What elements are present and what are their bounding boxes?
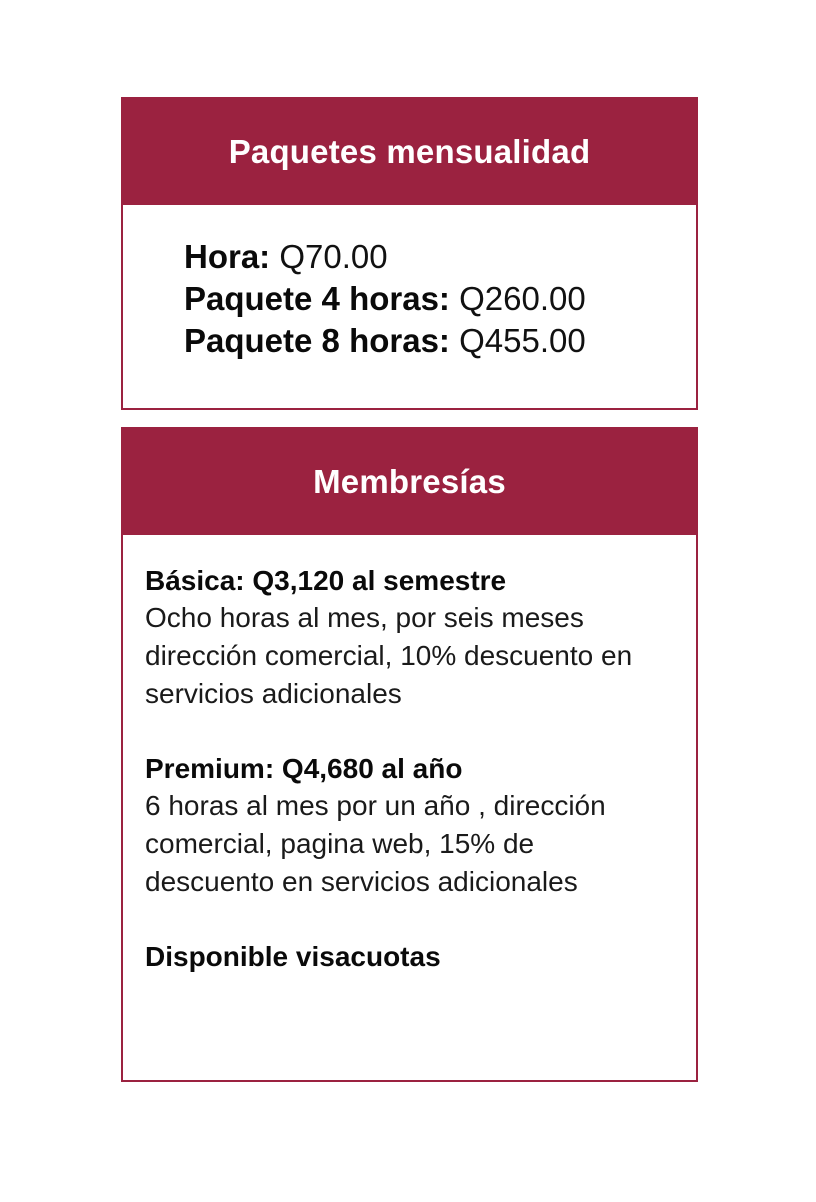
packages-card [121,97,698,410]
price-label: Hora: [184,238,271,275]
price-value: Q70.00 [279,238,388,275]
price-label: Paquete 4 horas: [184,280,450,317]
memberships-card [121,427,698,1082]
plan-description: Ocho horas al mes, por seis meses dirección comercial, 10% descuento en servicios adicionales [145,602,633,709]
plan-title: Básica: Q3,120 al semestre [145,565,507,596]
price-value: Q455.00 [459,322,586,359]
price-value: Q260.00 [459,280,586,317]
packages-title: Paquetes mensualidad [123,99,696,205]
price-item-hour [184,236,696,278]
memberships-title: Membresías [123,429,696,535]
memberships-body [123,535,696,975]
plan-description: 6 horas al mes por un año , dirección comercial, pagina web, 15% de descuento en servicios adicionales [145,790,606,897]
price-item-4-hours [184,278,696,320]
price-item-8-hours [184,320,696,362]
plan-title: Premium: Q4,680 al año [145,753,463,784]
plan-premium [145,751,676,901]
payment-footnote: Disponible visacuotas [145,941,441,972]
price-list [123,205,696,362]
price-label: Paquete 8 horas: [184,322,450,359]
plan-basic [145,563,676,713]
